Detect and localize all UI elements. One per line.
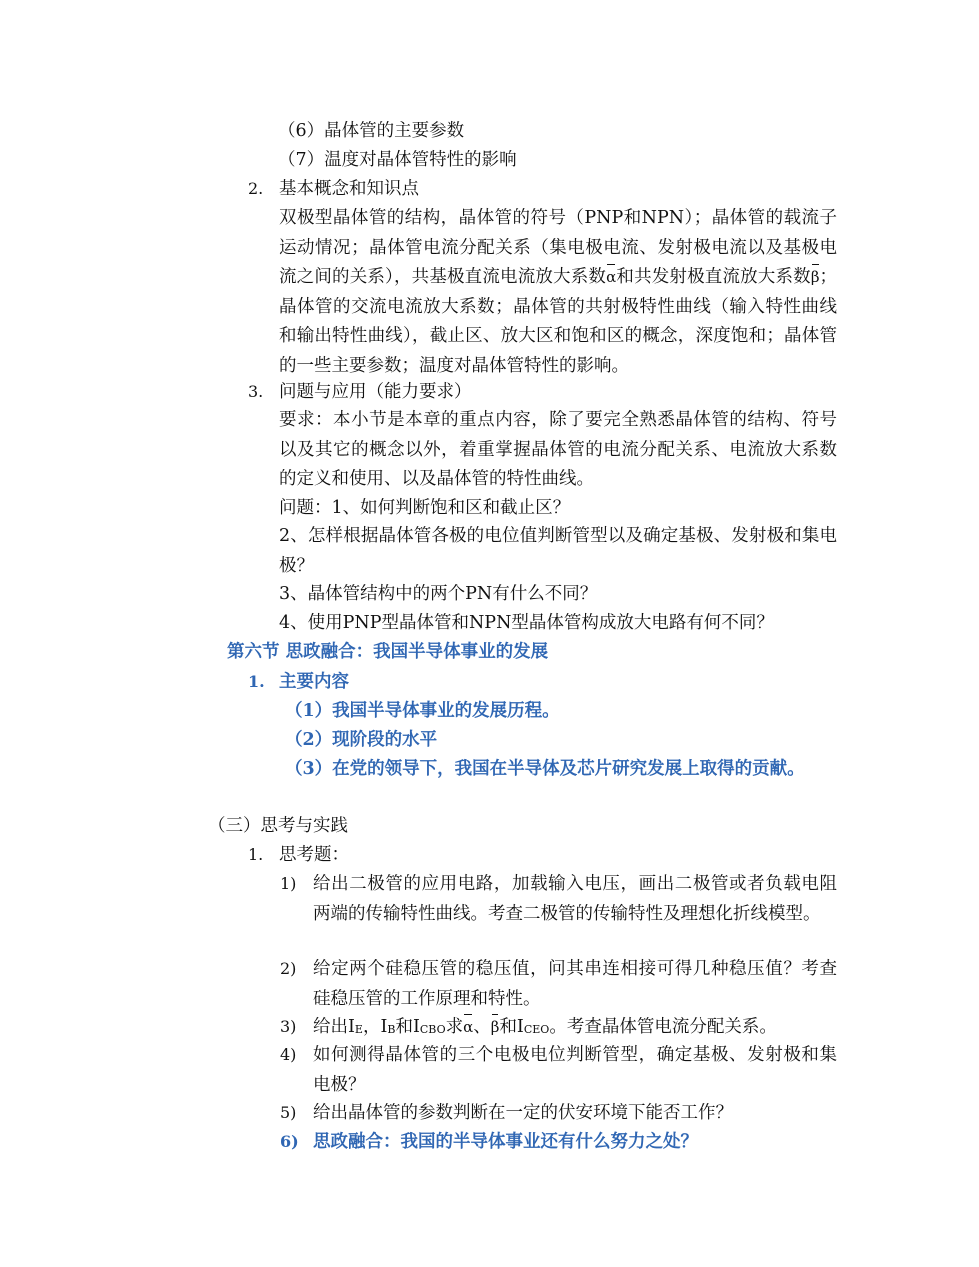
main-content-heading: 主要内容 <box>279 672 349 692</box>
concepts-text-b: 和共发射极直流放大系数 <box>616 267 811 287</box>
list-number: 1. <box>248 672 265 691</box>
question-2: 2、怎样根据晶体管各极的电位值判断管型以及确定基极、发射极和集电极？ <box>279 526 837 576</box>
alpha-bar-symbol: α <box>606 263 616 293</box>
concepts-paragraph <box>279 204 837 381</box>
question-1: 问题：1、如何判断饱和区和截止区？ <box>279 498 571 518</box>
concepts-text-a: 双极型晶体管的结构，晶体管的符号（PNP和NPN）；晶体管的载流子运动情况；晶体管电流分配关系（集电极电流、发射极电流以及基极电流之间的关系），共基极直流电流放大系数 <box>279 208 837 287</box>
question-number: 1) <box>280 874 297 893</box>
section-number: 2. <box>248 179 264 198</box>
question-number: 2) <box>280 959 297 978</box>
beta-bar-symbol: β <box>811 263 820 293</box>
beta-bar-symbol: β <box>491 1013 500 1041</box>
list-number: 1. <box>248 845 264 864</box>
requirements-paragraph: 要求：本小节是本章的重点内容，除了要完全熟悉晶体管的结构、符号以及其它的概念以外，着重掌握晶体管的电流分配关系、电流放大系数的定义和使用、以及晶体管的特性曲线。 <box>279 410 837 489</box>
thinking-question-2: 给定两个硅稳压管的稳压值，问其串连相接可得几种稳压值？考查硅稳压管的工作原理和特性。 <box>313 959 837 1009</box>
thinking-question-1: 给出二极管的应用电路，加载输入电压，画出二极管或者负载电阻两端的传输特性曲线。考查二极管的传输特性及理想化折线模型。 <box>313 874 837 924</box>
question-number: 6) <box>280 1132 299 1151</box>
thinking-question-6: 思政融合：我国的半导体事业还有什么努力之处？ <box>313 1132 698 1152</box>
thinking-question-5: 给出晶体管的参数判断在一定的伏安环境下能否工作？ <box>313 1103 733 1123</box>
section-heading: 问题与应用（能力要求） <box>279 382 472 402</box>
content-item-2: （2）现阶段的水平 <box>285 730 438 750</box>
alpha-bar-symbol: α <box>463 1013 473 1041</box>
part-3-title: （三）思考与实践 <box>208 816 348 836</box>
thinking-questions-heading: 思考题： <box>279 845 349 865</box>
thinking-question-4: 如何测得晶体管的三个电极电位判断管型，确定基极、发射极和集电极？ <box>313 1045 837 1095</box>
question-number: 3) <box>280 1017 297 1036</box>
question-3: 3、晶体管结构中的两个PN有什么不同？ <box>279 584 598 604</box>
question-number: 4) <box>280 1045 297 1064</box>
section-number: 3. <box>248 382 264 401</box>
content-item-3: （3）在党的领导下，我国在半导体及芯片研究发展上取得的贡献。 <box>285 759 805 779</box>
question-4: 4、使用PNP型晶体管和NPN型晶体管构成放大电路有何不同？ <box>279 613 774 633</box>
question-number: 5) <box>280 1103 297 1122</box>
content-item-1: （1）我国半导体事业的发展历程。 <box>285 701 560 721</box>
item-6: （6）晶体管的主要参数 <box>278 121 465 141</box>
thinking-question-3: 给出$I_E$，$I_B$和$I_{CBO}$求 α、 β和$I_{CEO}$。考查晶体管电流分配关系。 <box>313 1013 777 1041</box>
section-6-title: 第六节 思政融合：我国半导体事业的发展 <box>227 642 549 662</box>
concepts-text-c: ；晶体管的交流电流放大系数；晶体管的共射极特性曲线（输入特性曲线和输出特性曲线），截止区、放大区和饱和区的概念，深度饱和；晶体管的一些主要参数；温度对晶体管特性的影响。 <box>279 267 838 376</box>
item-7: （7）温度对晶体管特性的影响 <box>278 150 517 170</box>
section-heading: 基本概念和知识点 <box>279 179 419 199</box>
